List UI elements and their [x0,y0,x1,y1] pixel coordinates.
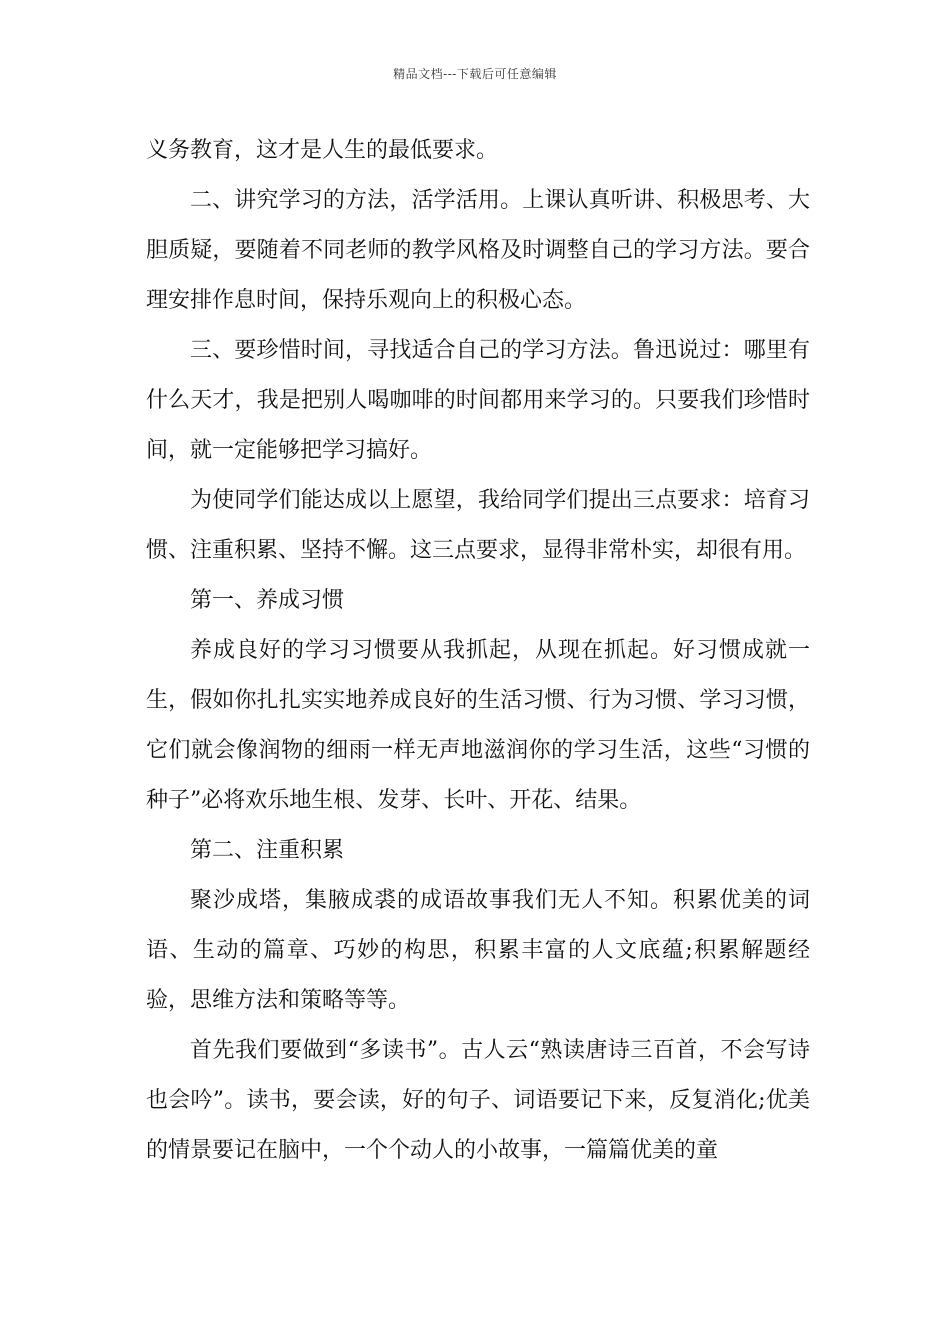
paragraph: 养成良好的学习习惯要从我抓起，从现在抓起。好习惯成就一生，假如你扎扎实实地养成良好的生活习惯、行为习惯、学习习惯，它们就会像润物的细雨一样无声地滋润你的学习生活，这些“习惯的种子”必将欢乐地生根、发芽、长叶、开花、结果。 [146,638,810,813]
paragraph: 首先我们要做到“多读书”。古人云“熟读唐诗三百首，不会写诗也会吟”。读书，要会读，好的句子、词语要记下来，反复消化;优美的情景要记在脑中，一个个动人的小故事，一篇篇优美的童 [146,1038,810,1163]
section-heading: 第一、养成习惯 [190,588,345,613]
paragraph: 义务教育，这才是人生的最低要求。 [146,138,499,163]
document-body [146,126,810,1176]
paragraph: 二、讲究学习的方法，活学活用。上课认真听讲、积极思考、大胆质疑，要随着不同老师的教学风格及时调整自己的学习方法。要合理安排作息时间，保持乐观向上的积极心态。 [146,188,810,313]
paragraph: 为使同学们能达成以上愿望，我给同学们提出三点要求：培育习惯、注重积累、坚持不懈。这三点要求，显得非常朴实，却很有用。 [146,488,810,563]
page-header: 精品文档---下载后可任意编辑 [393,67,557,81]
paragraph: 聚沙成塔，集腋成裘的成语故事我们无人不知。积累优美的词语、生动的篇章、巧妙的构思，积累丰富的人文底蕴;积累解题经验，思维方法和策略等等。 [146,888,810,1013]
paragraph: 三、要珍惜时间，寻找适合自己的学习方法。鲁迅说过：哪里有什么天才，我是把别人喝咖啡的时间都用来学习的。只要我们珍惜时间，就一定能够把学习搞好。 [146,338,810,463]
section-heading: 第二、注重积累 [190,838,345,863]
